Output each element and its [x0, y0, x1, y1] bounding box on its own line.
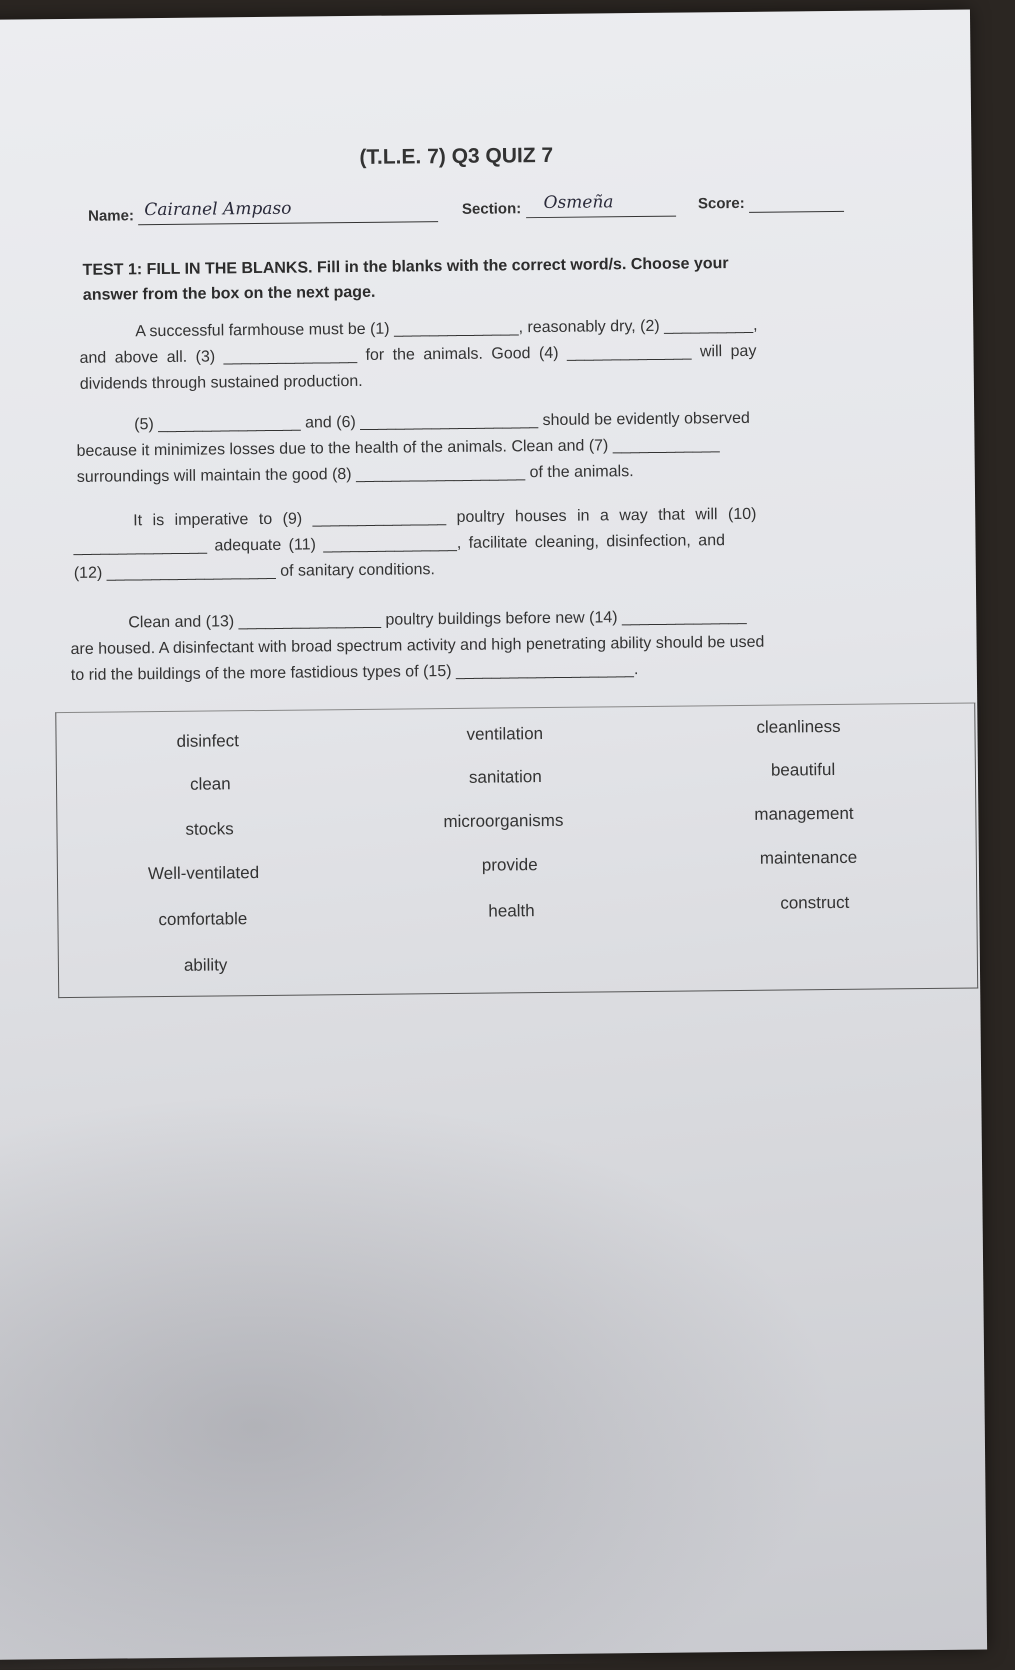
word-bank-item: ability: [183, 955, 228, 975]
shadow-overlay: [0, 1061, 887, 1670]
word-bank-item: health: [488, 901, 535, 921]
word-bank-box: [55, 703, 978, 999]
score-label: Score:: [697, 194, 745, 213]
section-value: Osmeña: [543, 192, 614, 214]
word-bank-item: sanitation: [468, 767, 542, 787]
name-value: Cairanel Ampaso: [144, 198, 292, 221]
word-bank-item: maintenance: [759, 847, 858, 868]
word-bank-item: stocks: [185, 819, 234, 839]
paragraph-2-line-2: because it minimizes losses due to the health of the animals. Clean and (7) ____________: [76, 436, 720, 460]
word-bank-item: management: [754, 803, 854, 824]
name-label: Name:: [87, 207, 135, 225]
paragraph-3-line-2: _______________ adequate (11) _______________, facilitate cleaning, disinfection, and: [73, 532, 726, 556]
word-bank-item: beautiful: [770, 759, 836, 780]
word-bank-item: disinfect: [176, 731, 240, 751]
word-bank-item: comfortable: [158, 909, 248, 930]
name-field[interactable]: [138, 198, 438, 225]
word-bank-item: cleanliness: [756, 716, 841, 737]
paragraph-1-line-1: A successful farmhouse must be (1) ______________, reasonably dry, (2) __________,: [135, 316, 758, 341]
section-field[interactable]: [526, 192, 676, 219]
word-bank-item: Well-ventilated: [147, 863, 260, 884]
section-label: Section:: [461, 200, 522, 218]
paragraph-4-line-2: are housed. A disinfectant with broad spectrum activity and high penetrating ability should be used: [70, 633, 765, 658]
paragraph-2-line-3: surroundings will maintain the good (8) ___________________ of the animals.: [76, 463, 634, 486]
paragraph-3-line-1: It is imperative to (9) _______________ poultry houses in a way that will (10): [133, 505, 757, 530]
paragraph-1-line-2: and above all. (3) _______________ for the animals. Good (4) ______________ will pay: [79, 342, 757, 367]
name-row: [87, 198, 438, 226]
word-bank-item: ventilation: [466, 724, 544, 744]
word-bank-item: clean: [189, 774, 231, 794]
section-row: [461, 192, 676, 219]
word-bank-item: construct: [780, 892, 850, 913]
paragraph-2-line-1: (5) ________________ and (6) ____________________ should be evidently observed: [134, 409, 750, 434]
word-bank-item: provide: [481, 855, 538, 875]
score-row: [698, 193, 844, 214]
instructions-line-2: answer from the box on the next page.: [82, 283, 376, 304]
instructions-line-1: TEST 1: FILL IN THE BLANKS. Fill in the blanks with the correct word/s. Choose your: [82, 255, 729, 279]
paragraph-1-line-3: dividends through sustained production.: [79, 372, 363, 393]
quiz-paper: [0, 10, 987, 1660]
page-title: (T.L.E. 7) Q3 QUIZ 7: [359, 143, 554, 169]
score-field[interactable]: [749, 193, 844, 213]
paragraph-4-line-3: to rid the buildings of the more fastidious types of (15) ____________________.: [70, 661, 639, 684]
paragraph-4-line-1: Clean and (13) ________________ poultry buildings before new (14) ______________: [128, 607, 747, 632]
paragraph-3-line-3: (12) ___________________ of sanitary conditions.: [73, 561, 436, 582]
word-bank-item: microorganisms: [443, 810, 564, 832]
